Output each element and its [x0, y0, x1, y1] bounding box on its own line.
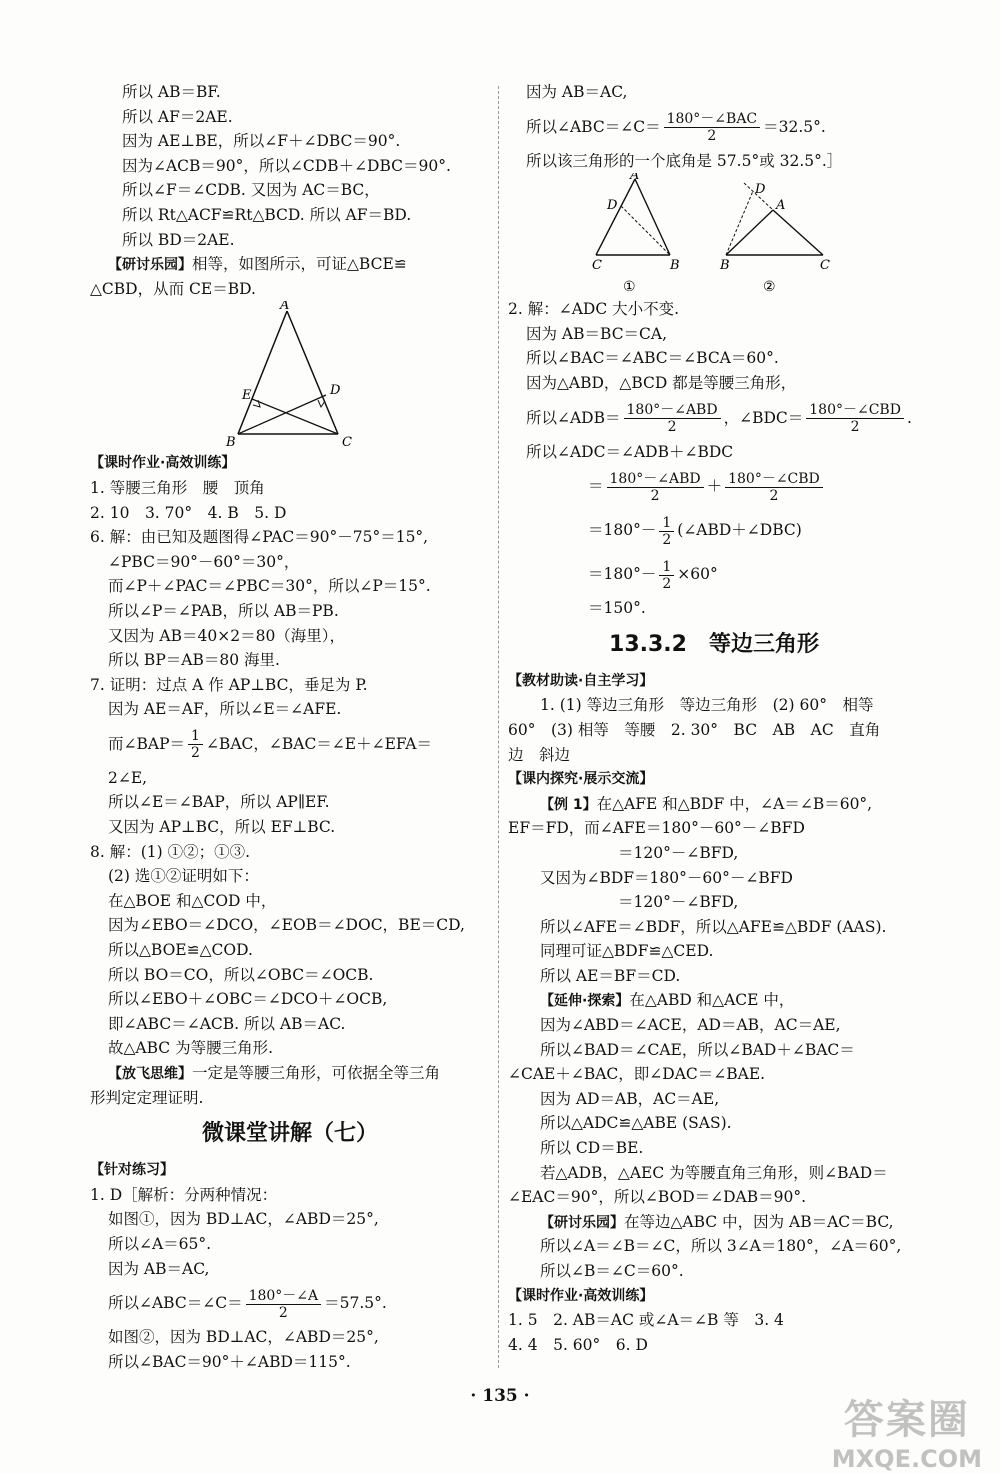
text-line: 因为 AE＝AF，所以∠E＝∠AFE. — [108, 700, 342, 719]
fraction-denominator: 2 — [650, 487, 660, 504]
text-line: 所以该三角形的一个底角是 57.5°或 32.5°.］ — [526, 151, 843, 170]
fraction-numerator: 180°－∠BAC — [664, 111, 761, 128]
text-line: 6. 解：由已知及题图得∠PAC＝90°－75°＝15°, — [90, 528, 429, 547]
text-span: ＝57.5°. — [324, 1294, 387, 1313]
text-line: 因为 AB＝BC＝CA, — [526, 324, 668, 343]
right-column — [508, 80, 920, 1357]
fig-label-c: C — [342, 435, 352, 451]
fraction-line — [508, 464, 920, 508]
text-line: 因为 AE⊥BE，所以∠F＋∠DBC＝90°. — [122, 132, 401, 151]
fraction — [188, 728, 203, 761]
text-line: ∠EAC＝90°，所以∠BOD＝∠DAB＝90°. — [508, 1188, 807, 1207]
text-line: 8. 解：(1) ①②；①③. — [90, 842, 251, 861]
fraction-numerator: 1 — [659, 515, 674, 532]
fraction-denominator: 2 — [662, 531, 672, 548]
two-triangle-figures-svg — [508, 173, 920, 297]
fraction-denominator: 2 — [769, 487, 779, 504]
two-triangle-figures — [508, 173, 920, 297]
text-span: 所以∠ABC＝∠C＝ — [108, 1294, 243, 1313]
text-line: 所以 BD＝2AE. — [122, 230, 235, 249]
fig1-label-a: A — [630, 173, 640, 184]
fraction-line — [508, 396, 920, 440]
fig2-label-a: A — [776, 198, 786, 214]
text-line: 边 斜边 — [508, 745, 571, 764]
fig1-label-d: D — [607, 198, 618, 214]
text-span: ＝180°－ — [588, 565, 657, 584]
text-line: 所以∠EBO＋∠OBC＝∠DCO＋∠OCB, — [108, 990, 388, 1009]
discussion-tag: 【研讨乐园】 — [540, 1214, 624, 1231]
text-line: 因为∠EBO＝∠DCO，∠EOB＝∠DOC，BE＝CD, — [108, 916, 465, 935]
text-line: 所以∠ADC＝∠ADB＋∠BDC — [526, 442, 734, 461]
discussion-paragraph — [508, 1210, 920, 1235]
text-line: 因为 AB＝AC, — [526, 83, 628, 101]
fraction-numerator: 1 — [659, 559, 674, 576]
fraction-denominator: 2 — [707, 128, 717, 145]
fraction-line — [90, 722, 490, 766]
fraction — [659, 515, 674, 548]
text-span: 所以∠ADB＝ — [526, 408, 621, 427]
text-line: 所以 AF＝2AE. — [122, 107, 233, 126]
fig2-label-b: B — [720, 258, 730, 274]
text-line: △CBD，从而 CE＝BD. — [90, 279, 256, 298]
text-line: 2. 10 3. 70° 4. B 5. D — [90, 503, 287, 522]
text-span: ＝180°－ — [588, 521, 657, 540]
text-line: 所以∠A＝∠B＝∠C，所以 3∠A＝180°，∠A＝60°, — [540, 1237, 902, 1256]
fraction-denominator: 2 — [278, 1304, 288, 1321]
text-line: 故△ABC 为等腰三角形. — [108, 1039, 274, 1058]
text-span: 一定是等腰三角形，可依据全等三角 — [192, 1064, 441, 1082]
fig-label-a: A — [280, 301, 290, 314]
text-line: 所以∠B＝∠C＝60°. — [540, 1262, 684, 1280]
watermark-logo — [832, 1388, 982, 1473]
text-line: 因为△ABD，△BCD 都是等腰三角形， — [526, 373, 797, 392]
section-title-weiketang: 微课堂讲解（七） — [201, 1121, 378, 1147]
fraction-line — [508, 508, 920, 552]
triangle-figure-bce-cbd — [90, 301, 490, 451]
text-span: . — [906, 408, 912, 427]
text-line: (2) 选①②证明如下： — [108, 867, 259, 886]
text-line: 所以∠AFE＝∠BDF，所以△AFE≌△BDF (AAS). — [540, 917, 887, 936]
text-line: 因为∠ACB＝90°，所以∠CDB＋∠DBC＝90°. — [122, 156, 451, 175]
fraction-numerator: 1 — [188, 728, 203, 745]
textbook-tag: 【教材助读·自主学习】 — [508, 672, 654, 689]
text-line: 因为 AD＝AB，AC＝AE, — [540, 1089, 720, 1108]
text-line: 而∠P＋∠PAC＝∠PBC＝30°，所以∠P＝15°. — [108, 577, 431, 596]
fig2-number: ② — [763, 279, 776, 296]
text-line: 所以∠P＝∠PAB，所以 AB＝PB. — [108, 601, 339, 620]
practice-tag: 【针对练习】 — [90, 1162, 174, 1179]
fig-label-d: D — [330, 383, 341, 399]
text-line: 因为 AB＝AC, — [108, 1259, 210, 1278]
text-line: 同理可证△BDF≌△CED. — [540, 942, 714, 961]
text-line: 所以 BO＝CO，所以∠OBC＝∠OCB. — [108, 965, 374, 984]
text-line: 即∠ABC＝∠ACB. 所以 AB＝AC. — [108, 1014, 346, 1033]
text-line: ∠PBC＝90°－60°＝30°， — [108, 552, 300, 571]
fig2-label-d: D — [755, 182, 766, 198]
text-line: ∠CAE＋∠BAC，即∠DAC＝∠BAE. — [508, 1065, 766, 1084]
text-line: 所以△ADC≌△ABE (SAS). — [540, 1114, 732, 1133]
watermark-text: 答案圈 — [843, 1397, 970, 1443]
triangle-figure-svg — [90, 301, 490, 451]
example-tag: 【例 1】 — [540, 796, 597, 813]
text-span: 相等，如图所示，可证△BCE≌ — [192, 255, 407, 274]
fraction-line — [90, 1281, 490, 1325]
fraction — [624, 402, 721, 435]
text-span: 在等边△ABC 中，因为 AB＝AC＝BC, — [624, 1212, 894, 1231]
fraction-denominator: 2 — [667, 419, 677, 436]
text-span: 在△ABD 和△ACE 中， — [629, 991, 795, 1010]
text-line: 又因为∠BDF＝180°－60°－∠BFD — [540, 868, 793, 887]
text-line: EF＝FD，而∠AFE＝180°－60°－∠BFD — [508, 819, 805, 838]
left-column — [90, 80, 490, 1374]
text-line: 所以 AB＝BF. — [122, 83, 221, 101]
column-divider — [498, 86, 499, 1368]
text-line: 7. 证明：过点 A 作 AP⊥BC，垂足为 P. — [90, 675, 368, 694]
fig-label-b: B — [226, 435, 236, 451]
text-line: 因为∠ABD＝∠ACE，AD＝AB，AC＝AE, — [540, 1016, 841, 1035]
text-line: 所以∠BAC＝∠ABC＝∠BCA＝60°. — [526, 349, 779, 368]
fraction-line — [508, 105, 920, 149]
text-span: 而∠BAP＝ — [108, 734, 186, 753]
text-line: ＝150°. — [588, 599, 646, 618]
text-span: (∠ABD＋∠DBC) — [677, 521, 802, 540]
text-line: 在△BOE 和△COD 中， — [108, 891, 277, 910]
text-line: ＝120°－∠BFD, — [618, 843, 739, 862]
text-line: 所以∠F＝∠CDB. 又因为 AC＝BC， — [122, 181, 380, 200]
text-line: 2. 解：∠ADC 大小不变. — [508, 300, 680, 319]
text-span: ＝ — [588, 477, 604, 496]
text-span: ＋ — [706, 477, 723, 496]
discussion-tag: 【研讨乐园】 — [108, 257, 192, 274]
fig-label-e: E — [242, 388, 252, 404]
fig1-number: ① — [623, 279, 636, 296]
fraction — [725, 471, 823, 504]
fig2-label-c: C — [820, 258, 830, 274]
text-line: 又因为 AP⊥BC，所以 EF⊥BC. — [108, 818, 336, 837]
fraction-numerator: 180°－∠ABD — [607, 471, 704, 488]
text-line: 所以∠E＝∠BAP，所以 AP∥EF. — [108, 793, 330, 812]
text-line: 又因为 AB＝40×2＝80（海里）， — [108, 626, 346, 645]
fraction-numerator: 180°－∠CBD — [806, 402, 904, 419]
text-line: 1. 等腰三角形 腰 顶角 — [90, 478, 265, 497]
fig1-label-c: C — [592, 258, 602, 274]
text-line: 1. D［解析：分两种情况： — [90, 1185, 278, 1204]
text-line: 所以∠BAC＝90°＋∠ABD＝115°. — [108, 1352, 351, 1371]
fraction-numerator: 180°－∠A — [246, 1288, 322, 1305]
fraction — [659, 559, 674, 592]
watermark-url: MXQE.COM — [831, 1445, 982, 1473]
homework-tag: 【课时作业·高效训练】 — [508, 1287, 654, 1304]
section-title-equilateral: 13.3.2 等边三角形 — [609, 631, 819, 657]
fraction-denominator: 2 — [850, 419, 860, 436]
extension-tag: 【延伸·探索】 — [540, 993, 630, 1010]
discussion-paragraph — [90, 252, 490, 277]
fangfei-paragraph — [90, 1061, 490, 1086]
fraction-numerator: 180°－∠CBD — [725, 471, 823, 488]
text-span: ，∠BDC＝ — [723, 408, 804, 427]
fraction-denominator: 2 — [662, 575, 672, 592]
text-span: 所以∠ABC＝∠C＝ — [526, 117, 661, 136]
in-class-tag: 【课内探究·展示交流】 — [508, 771, 654, 788]
text-line: 所以△BOE≌△COD. — [108, 941, 253, 960]
extension-paragraph — [508, 988, 920, 1013]
page-number: · 135 · — [470, 1386, 530, 1406]
text-line: 若△ADB，△AEC 为等腰直角三角形，则∠BAD＝ — [540, 1163, 888, 1182]
fraction — [607, 471, 704, 504]
text-line: 如图①，因为 BD⊥AC，∠ABD＝25°, — [108, 1210, 379, 1229]
text-line: 所以 Rt△ACF≌Rt△BCD. 所以 AF＝BD. — [122, 205, 412, 224]
text-span: 在△AFE 和△BDF 中，∠A＝∠B＝60°, — [596, 794, 873, 813]
text-line: 4. 4 5. 60° 6. D — [508, 1335, 648, 1354]
text-line: 60° (3) 相等 等腰 2. 30° BC AB AC 直角 — [508, 720, 881, 739]
fraction — [664, 111, 761, 144]
text-line: ＝120°－∠BFD, — [618, 893, 739, 912]
fraction — [806, 402, 904, 435]
text-span: ×60° — [677, 565, 718, 584]
example-paragraph — [508, 792, 920, 817]
text-line: 1. (1) 等边三角形 等边三角形 (2) 60° 相等 — [540, 696, 874, 715]
text-line: 所以 CD＝BE. — [540, 1139, 644, 1158]
fraction — [246, 1288, 322, 1321]
text-line: 形判定定理证明. — [90, 1088, 204, 1107]
text-line: 所以 BP＝AB＝80 海里. — [108, 651, 280, 670]
text-line: 所以∠A＝65°. — [108, 1234, 212, 1253]
fraction-denominator: 2 — [191, 745, 200, 762]
fraction-numerator: 180°－∠ABD — [624, 402, 721, 419]
text-span: ＝32.5°. — [763, 117, 826, 136]
homework-tag: 【课时作业·高效训练】 — [90, 455, 236, 472]
fangfei-tag: 【放飞思维】 — [108, 1066, 192, 1082]
text-line: 所以∠BAD＝∠CAE，所以∠BAD＋∠BAC＝ — [540, 1040, 855, 1059]
fig1-label-b: B — [670, 258, 680, 274]
text-line: 所以 AE＝BF＝CD. — [540, 966, 681, 985]
text-line: 1. 5 2. AB＝AC 或∠A＝∠B 等 3. 4 — [508, 1311, 784, 1330]
text-span: ∠BAC，∠BAC＝∠E＋∠EFA＝ — [205, 734, 433, 753]
fraction-line — [508, 552, 920, 596]
text-line: 如图②，因为 BD⊥AC，∠ABD＝25°, — [108, 1328, 379, 1347]
text-line: 2∠E, — [108, 768, 148, 787]
